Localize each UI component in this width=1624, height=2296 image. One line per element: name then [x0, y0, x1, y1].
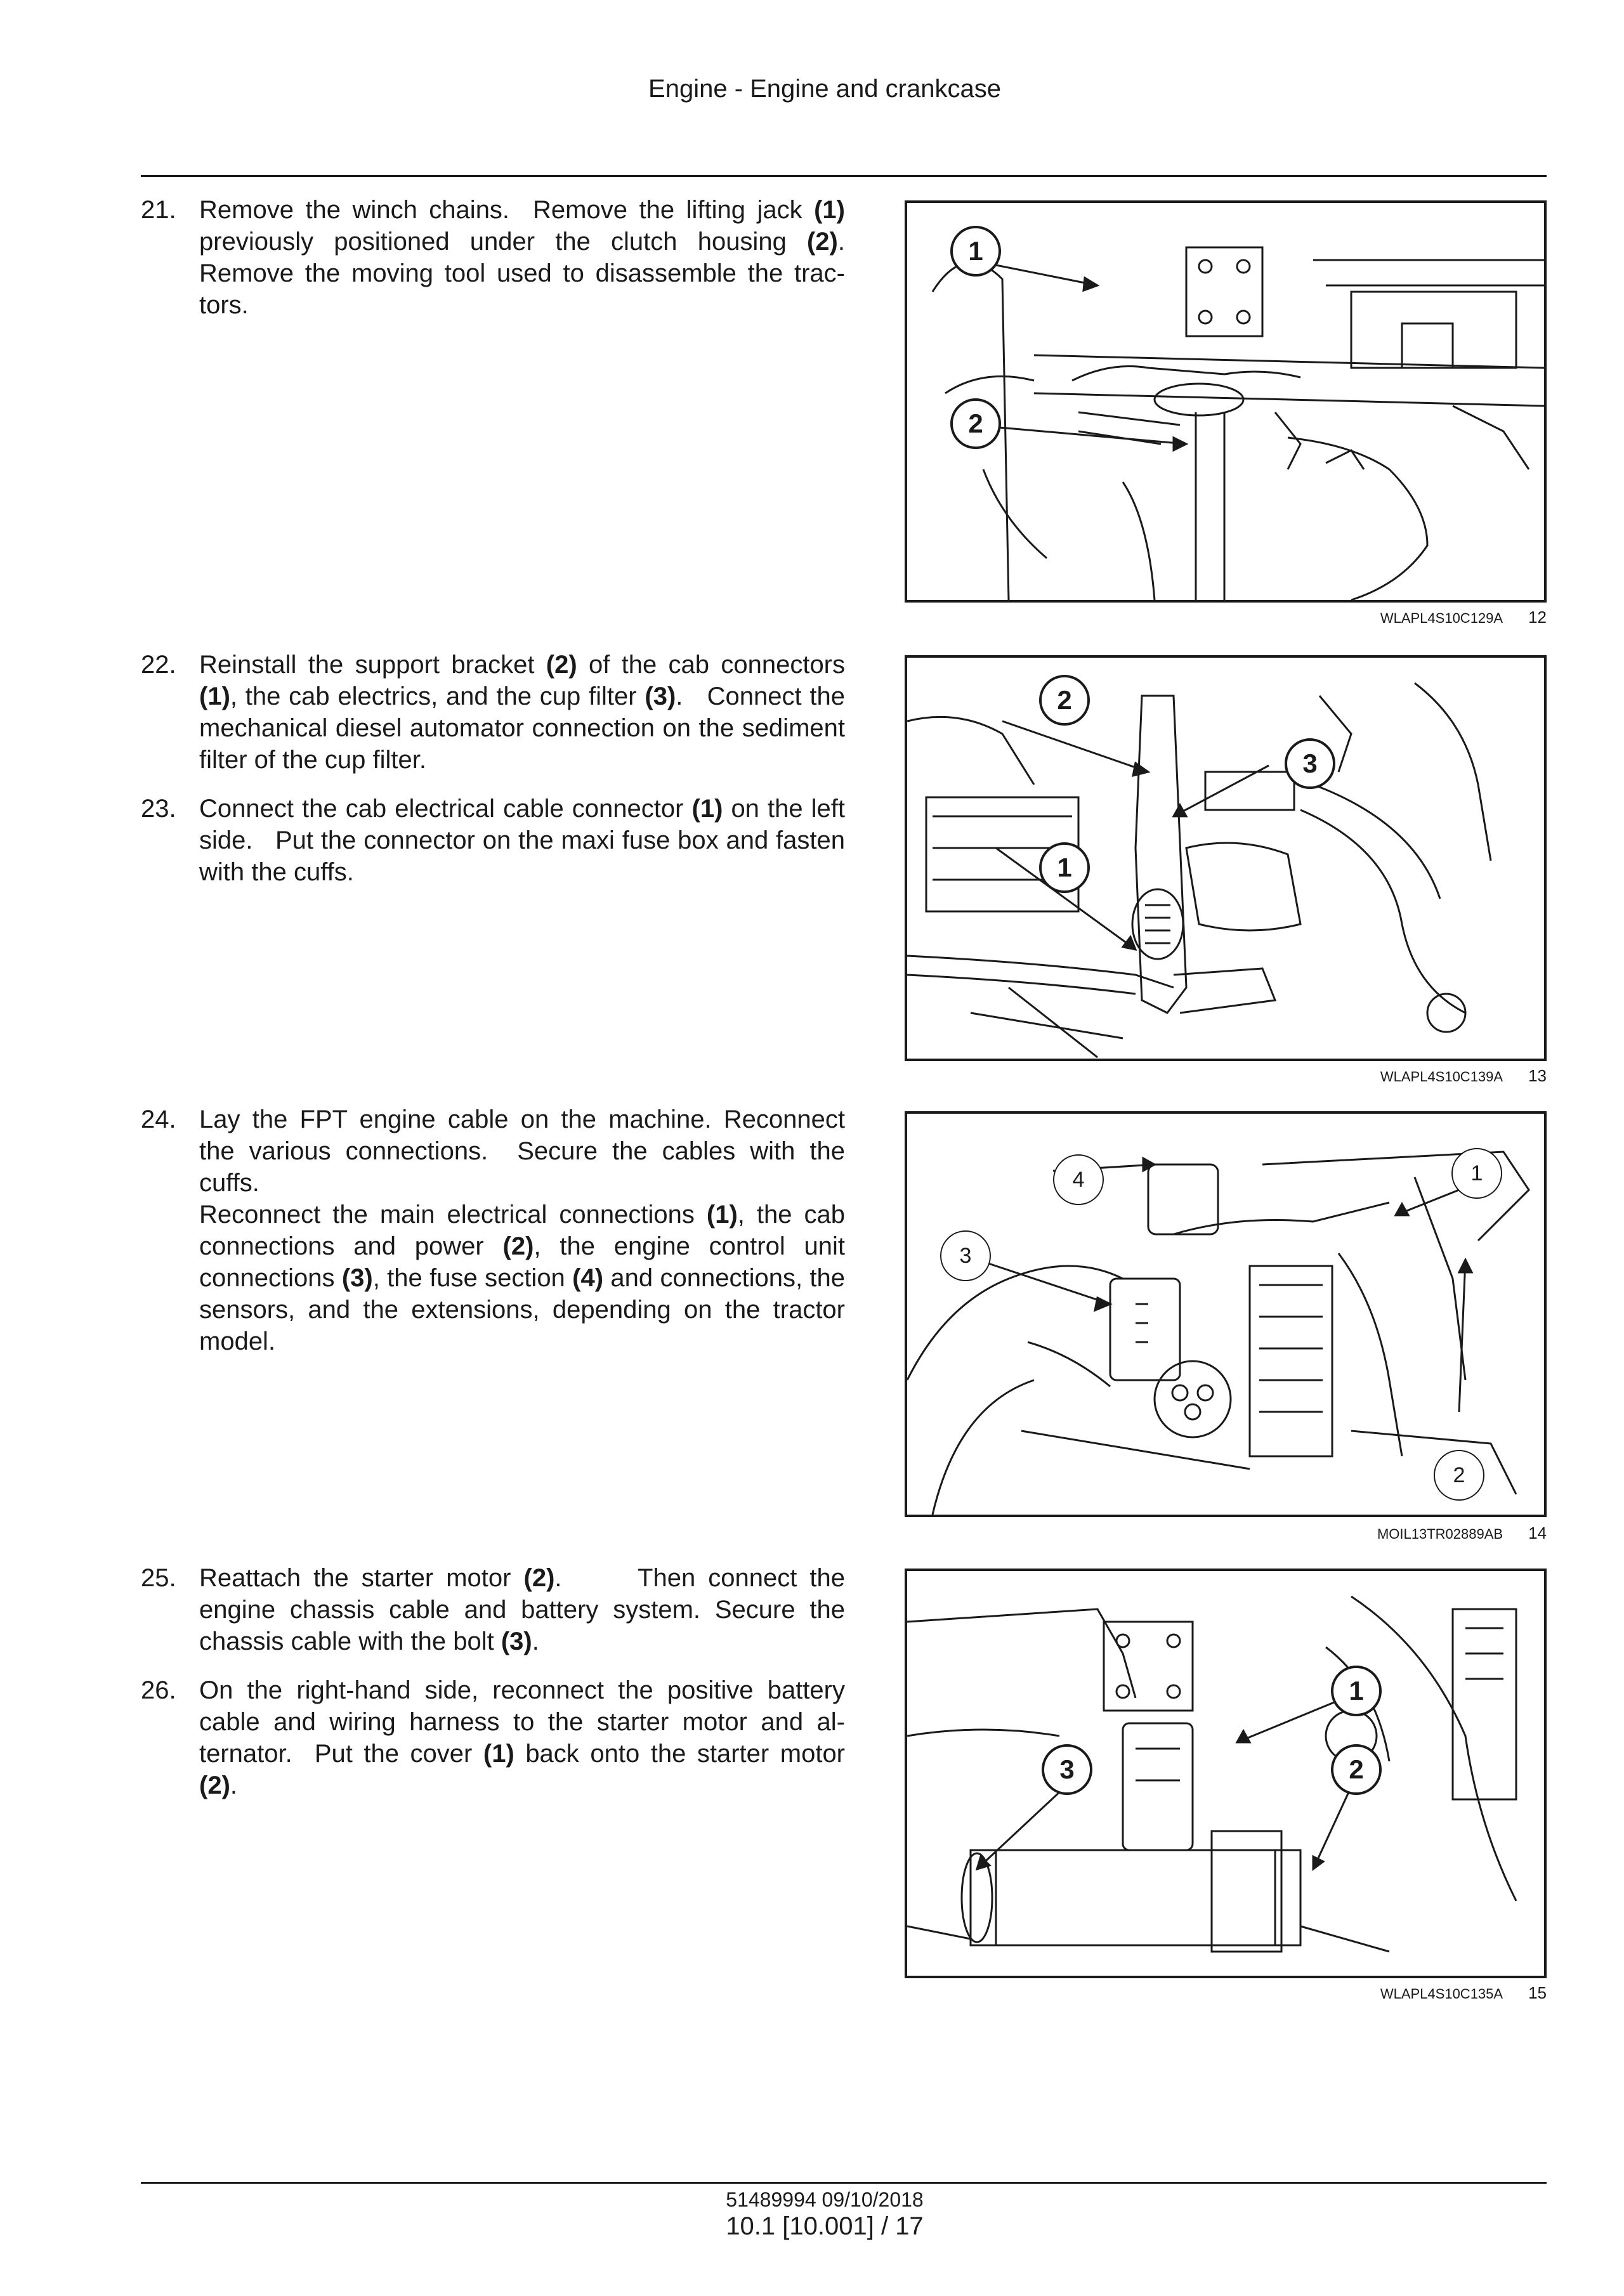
step-number: 22. [141, 651, 176, 679]
figure-code: WLAPL4S10C139A [1380, 1069, 1503, 1085]
step-text: Lay the FPT engine cable on the machine. Reconnect the various connections. Secure the cables with the cuffs. Reconnect the main electrical connections (1), the cab connections and power (2), the engine control unit connections (3), the fuse section (4) and connections, the sensors, and the extensions, depending on the tractor model. [199, 1106, 846, 1355]
step-text: Connect the cab electrical cable connector (1) on the left side. Put the connector on the maxi fuse box and fasten with the cuffs. [199, 795, 845, 886]
figure-number: 14 [1528, 1523, 1547, 1543]
figure-12-caption [1380, 608, 1547, 627]
step-text: Reattach the starter motor (2). Then connect the engine chassis cable and battery system. Secure the chassis cable with the bolt (3). [199, 1564, 846, 1655]
step-number: 24. [141, 1106, 176, 1133]
footer-page-ref: 10.1 [10.001] / 17 [726, 2212, 924, 2240]
step-text: Reinstall the support bracket (2) of the cab connectors (1), the cab electrics, and the cup filter (3). Connect the mechanical diesel automator connection on the sediment filter of the cup filter. [199, 651, 846, 774]
callout-badge: 1 [950, 226, 1001, 277]
callout-badge: 2 [950, 398, 1001, 449]
figure-number: 13 [1528, 1066, 1547, 1085]
callout-badge: 2 [1331, 1744, 1382, 1795]
figure-13-illustration [905, 655, 1547, 1061]
line-drawing [933, 247, 1544, 600]
figure-14-caption [1377, 1523, 1547, 1543]
callout-badge: 2 [1434, 1450, 1484, 1501]
page-header-title: Engine - Engine and crankcase [648, 75, 1001, 103]
callout-badge: 3 [940, 1230, 991, 1281]
step-number: 21. [141, 196, 176, 224]
figure-15-caption [1380, 1983, 1547, 2003]
figure-number: 15 [1528, 1983, 1547, 2002]
callout-badge: 1 [1331, 1666, 1382, 1716]
figure-13-caption [1380, 1066, 1547, 1086]
callout-badge: 2 [1039, 675, 1090, 726]
figure-code: WLAPL4S10C129A [1380, 610, 1503, 626]
footer-doc-id: 51489994 09/10/2018 [726, 2188, 924, 2211]
callout-badge: 3 [1285, 738, 1335, 789]
step-number: 23. [141, 795, 176, 823]
callout-arrows [977, 1158, 1491, 1412]
figure-code: WLAPL4S10C135A [1380, 1986, 1503, 2002]
header-rule [141, 175, 1547, 177]
figure-number: 12 [1528, 608, 1547, 627]
step-text: Remove the winch chains. Remove the lifting jack (1) previously positioned under the clutch housing (2). Remove the moving tool used to disassemble the trac-tors. [199, 196, 845, 319]
callout-badge: 4 [1053, 1154, 1104, 1205]
callout-badge: 1 [1039, 842, 1090, 893]
callout-badge: 1 [1451, 1148, 1502, 1199]
footer-rule [141, 2182, 1547, 2184]
line-drawing [907, 1596, 1516, 1952]
line-drawing [907, 683, 1491, 1057]
figure-15-illustration [905, 1569, 1547, 1978]
line-drawing [907, 1152, 1529, 1515]
step-text: On the right-hand side, reconnect the positive battery cable and wiring harness to the starter motor and al-ternator. Put the cover (1) back onto the starter motor (2). [199, 1676, 846, 1799]
callout-badge: 3 [1042, 1744, 1092, 1795]
step-number: 25. [141, 1564, 176, 1592]
figure-12-illustration [905, 200, 1547, 603]
step-number: 26. [141, 1676, 176, 1704]
figure-code: MOIL13TR02889AB [1377, 1526, 1503, 1542]
